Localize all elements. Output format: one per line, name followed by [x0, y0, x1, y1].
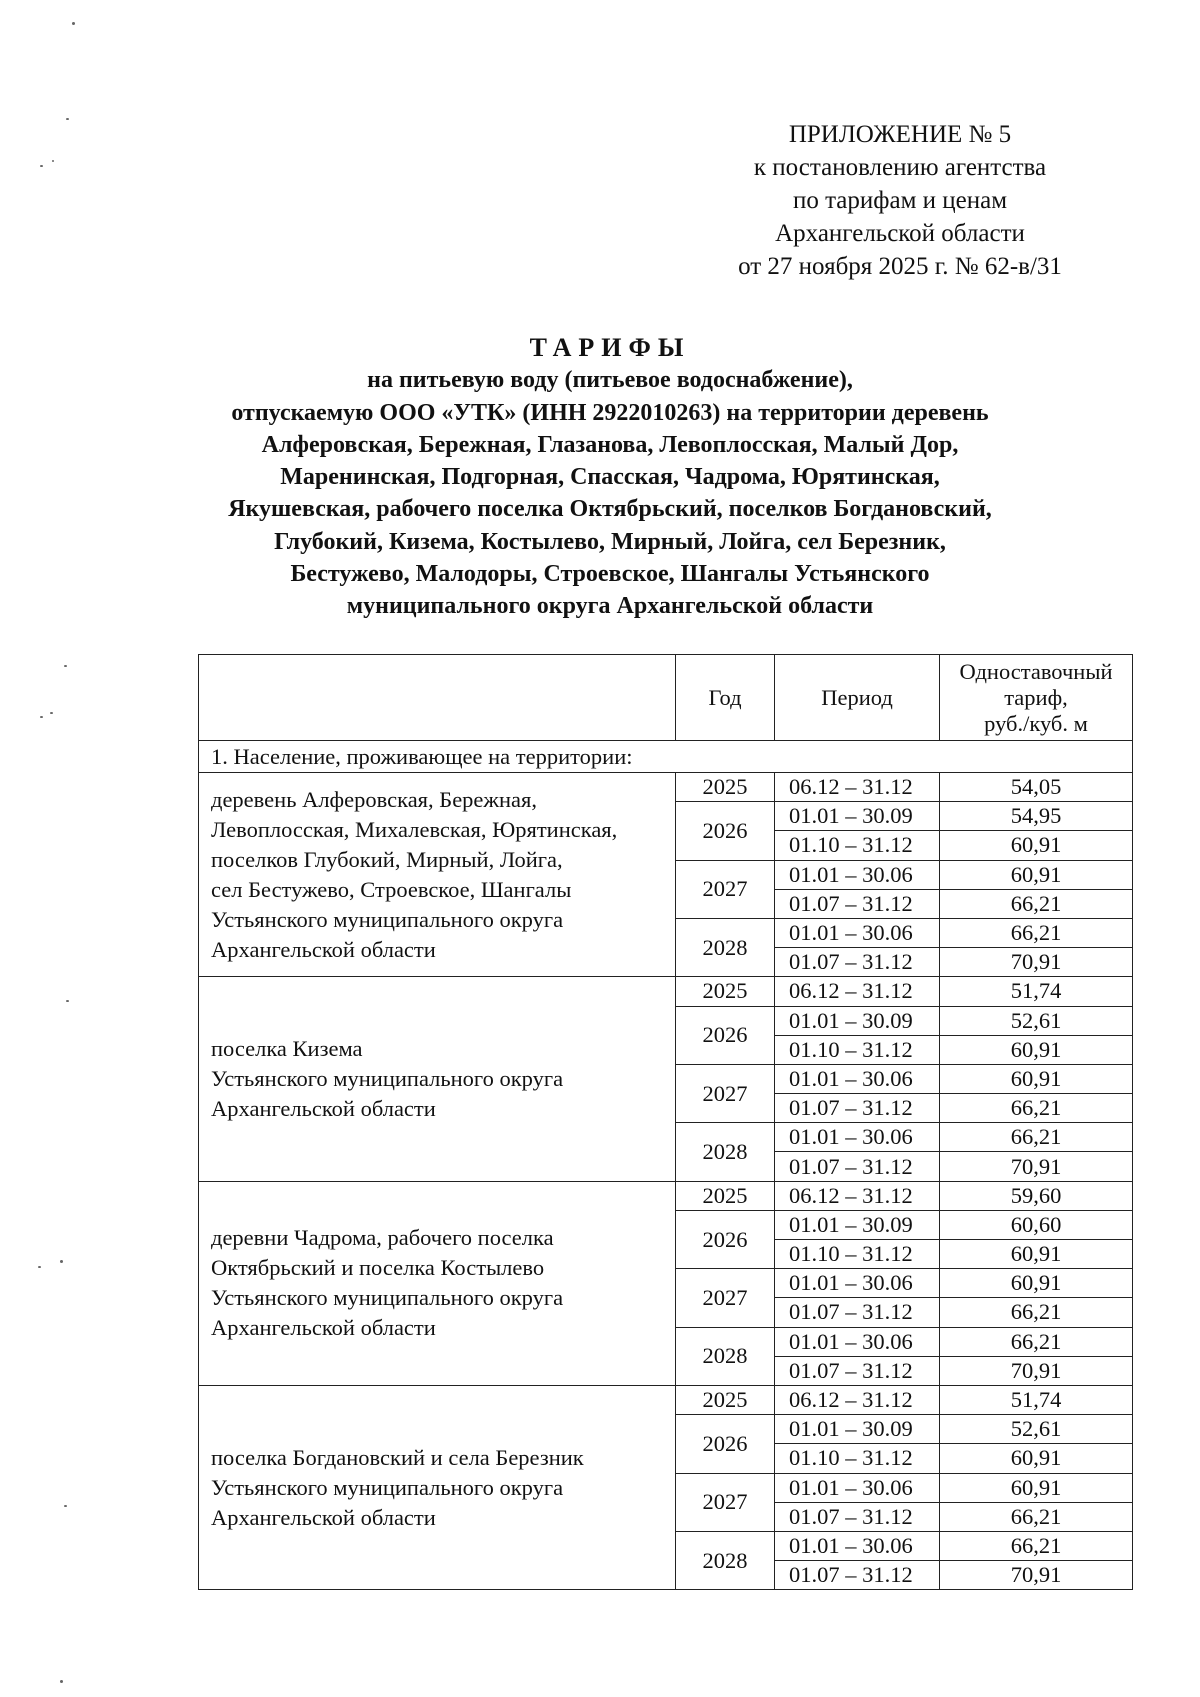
tariff-cell: 52,61 [940, 1006, 1133, 1035]
tariff-cell: 60,91 [940, 1035, 1133, 1064]
period-cell: 01.01 – 30.06 [775, 1473, 940, 1502]
scan-speck [60, 1680, 63, 1683]
year-cell: 2027 [676, 1064, 775, 1122]
territory-line: Архангельской области [211, 1504, 436, 1530]
period-cell: 01.07 – 31.12 [775, 948, 940, 977]
table-row [199, 977, 1133, 1006]
year-cell: 2026 [676, 1006, 775, 1064]
tariff-cell: 60,91 [940, 860, 1133, 889]
scan-speck [72, 22, 75, 25]
year-cell: 2027 [676, 860, 775, 918]
territory-line: Архангельской области [211, 936, 436, 962]
tariff-cell: 60,91 [940, 1473, 1133, 1502]
territory-cell [199, 1385, 676, 1589]
territory-line: Октябрьский и поселка Костылево [211, 1255, 545, 1281]
appendix-agency: по тарифам и ценам [792, 187, 1008, 214]
tariff-cell: 70,91 [940, 948, 1133, 977]
period-cell: 01.07 – 31.12 [775, 1094, 940, 1123]
period-cell: 01.07 – 31.12 [775, 1561, 940, 1590]
header-tariff-line: руб./куб. м [984, 710, 1088, 736]
scan-speck [66, 118, 69, 120]
tariff-cell: 52,61 [940, 1415, 1133, 1444]
territory-line: Устьянского муниципального округа [211, 1474, 564, 1500]
period-cell: 01.01 – 30.06 [775, 1269, 940, 1298]
year-cell: 2026 [676, 802, 775, 860]
header-territory [199, 655, 676, 741]
tariff-table [198, 654, 1133, 1590]
year-cell: 2027 [676, 1269, 775, 1327]
scan-speck [64, 1505, 67, 1507]
tariff-cell: 66,21 [940, 1502, 1133, 1531]
tariff-cell: 59,60 [940, 1181, 1133, 1210]
table-row [199, 1181, 1133, 1210]
scan-speck [50, 712, 53, 714]
territory-cell [199, 1181, 676, 1385]
year-cell: 2025 [676, 1181, 775, 1210]
period-cell: 06.12 – 31.12 [775, 1385, 940, 1414]
period-cell: 01.10 – 31.12 [775, 1035, 940, 1064]
territory-line: поселка Богдановский и села Березник [211, 1444, 584, 1470]
territory-line: деревни Чадрома, рабочего поселка [211, 1225, 554, 1251]
appendix-number: ПРИЛОЖЕНИЕ № 5 [788, 121, 1012, 148]
title-line: Якушевская, рабочего поселка Октябрьский, поселков Богдановский, [228, 496, 992, 523]
period-cell: 01.01 – 30.06 [775, 1327, 940, 1356]
scan-speck [38, 1266, 41, 1268]
period-cell: 01.07 – 31.12 [775, 1356, 940, 1385]
period-cell: 06.12 – 31.12 [775, 773, 940, 802]
header-tariff [940, 655, 1133, 741]
tariff-cell: 54,05 [940, 773, 1133, 802]
territory-line: деревень Алферовская, Бережная, [211, 786, 537, 812]
tariff-cell: 54,95 [940, 802, 1133, 831]
appendix-header [700, 118, 1100, 283]
appendix-date: от 27 ноября 2025 г. № 62-в/31 [738, 253, 1062, 280]
year-cell: 2027 [676, 1473, 775, 1531]
section-title: 1. Население, проживающее на территории: [199, 741, 1133, 773]
period-cell: 06.12 – 31.12 [775, 1181, 940, 1210]
title-main: ТАРИФЫ [529, 333, 691, 362]
territory-line: Архангельской области [211, 1095, 436, 1121]
tariff-cell: 66,21 [940, 1531, 1133, 1560]
tariff-cell: 70,91 [940, 1356, 1133, 1385]
scan-speck [60, 1260, 63, 1263]
territory-line: Архангельской области [211, 1315, 436, 1341]
period-cell: 01.10 – 31.12 [775, 1444, 940, 1473]
tariff-cell: 66,21 [940, 1094, 1133, 1123]
tariff-cell: 51,74 [940, 1385, 1133, 1414]
year-cell: 2025 [676, 773, 775, 802]
document-title [150, 332, 1070, 623]
scan-speck [64, 665, 67, 667]
tariff-cell: 60,91 [940, 1444, 1133, 1473]
header-period: Период [775, 655, 940, 741]
territory-cell [199, 773, 676, 977]
header-tariff-line: тариф, [1004, 684, 1068, 710]
scan-speck [52, 160, 54, 162]
year-cell: 2028 [676, 918, 775, 976]
territory-cell [199, 977, 676, 1181]
scan-speck [40, 716, 43, 718]
header-year: Год [676, 655, 775, 741]
title-line: на питьевую воду (питьевое водоснабжение), [367, 367, 853, 394]
territory-line: Левоплосская, Михалевская, Юрятинская, [211, 816, 618, 842]
section-row [199, 741, 1133, 773]
table-header-row [199, 655, 1133, 741]
scan-speck [40, 165, 43, 167]
period-cell: 01.01 – 30.09 [775, 802, 940, 831]
tariff-cell: 60,60 [940, 1210, 1133, 1239]
territory-line: поселков Глубокий, Мирный, Лойга, [211, 846, 563, 872]
title-line: Алферовская, Бережная, Глазанова, Левоплосская, Малый Дор, [261, 431, 959, 458]
tariff-cell: 66,21 [940, 918, 1133, 947]
period-cell: 01.01 – 30.06 [775, 1531, 940, 1560]
period-cell: 01.10 – 31.12 [775, 1240, 940, 1269]
title-line: Бестужево, Малодоры, Строевское, Шангалы Устьянского [290, 561, 930, 588]
year-cell: 2028 [676, 1327, 775, 1385]
period-cell: 01.01 – 30.09 [775, 1006, 940, 1035]
tariff-cell: 70,91 [940, 1561, 1133, 1590]
tariff-cell: 70,91 [940, 1152, 1133, 1181]
title-line: муниципального округа Архангельской области [346, 593, 874, 620]
tariff-cell: 60,91 [940, 831, 1133, 860]
tariff-cell: 51,74 [940, 977, 1133, 1006]
appendix-region: Архангельской области [775, 220, 1025, 247]
period-cell: 01.01 – 30.06 [775, 1064, 940, 1093]
title-line: Маренинская, Подгорная, Спасская, Чадрома, Юрятинская, [280, 464, 940, 491]
title-line: Глубокий, Кизема, Костылево, Мирный, Лойга, сел Березник, [274, 528, 946, 555]
tariff-cell: 66,21 [940, 1298, 1133, 1327]
territory-line: поселка Кизема [211, 1035, 363, 1061]
header-tariff-line: Одноставочный [959, 658, 1113, 684]
tariff-cell: 60,91 [940, 1064, 1133, 1093]
table-row [199, 773, 1133, 802]
year-cell: 2028 [676, 1123, 775, 1181]
period-cell: 06.12 – 31.12 [775, 977, 940, 1006]
appendix-reference: к постановлению агентства [753, 154, 1047, 181]
tariff-cell: 66,21 [940, 889, 1133, 918]
period-cell: 01.07 – 31.12 [775, 1152, 940, 1181]
period-cell: 01.01 – 30.09 [775, 1210, 940, 1239]
year-cell: 2026 [676, 1415, 775, 1473]
period-cell: 01.01 – 30.06 [775, 918, 940, 947]
territory-line: сел Бестужево, Строевское, Шангалы [211, 876, 572, 902]
period-cell: 01.01 – 30.06 [775, 860, 940, 889]
year-cell: 2025 [676, 1385, 775, 1414]
title-line: отпускаемую ООО «УТК» (ИНН 2922010263) на территории деревень [231, 399, 989, 426]
period-cell: 01.07 – 31.12 [775, 889, 940, 918]
territory-line: Устьянского муниципального округа [211, 1065, 564, 1091]
period-cell: 01.07 – 31.12 [775, 1502, 940, 1531]
territory-line: Устьянского муниципального округа [211, 906, 564, 932]
year-cell: 2028 [676, 1531, 775, 1589]
tariff-cell: 66,21 [940, 1123, 1133, 1152]
table-row [199, 1385, 1133, 1414]
tariff-cell: 60,91 [940, 1240, 1133, 1269]
tariff-cell: 60,91 [940, 1269, 1133, 1298]
year-cell: 2026 [676, 1210, 775, 1268]
tariff-cell: 66,21 [940, 1327, 1133, 1356]
period-cell: 01.01 – 30.09 [775, 1415, 940, 1444]
year-cell: 2025 [676, 977, 775, 1006]
period-cell: 01.01 – 30.06 [775, 1123, 940, 1152]
period-cell: 01.07 – 31.12 [775, 1298, 940, 1327]
period-cell: 01.10 – 31.12 [775, 831, 940, 860]
territory-line: Устьянского муниципального округа [211, 1285, 564, 1311]
scan-speck [66, 1000, 69, 1002]
